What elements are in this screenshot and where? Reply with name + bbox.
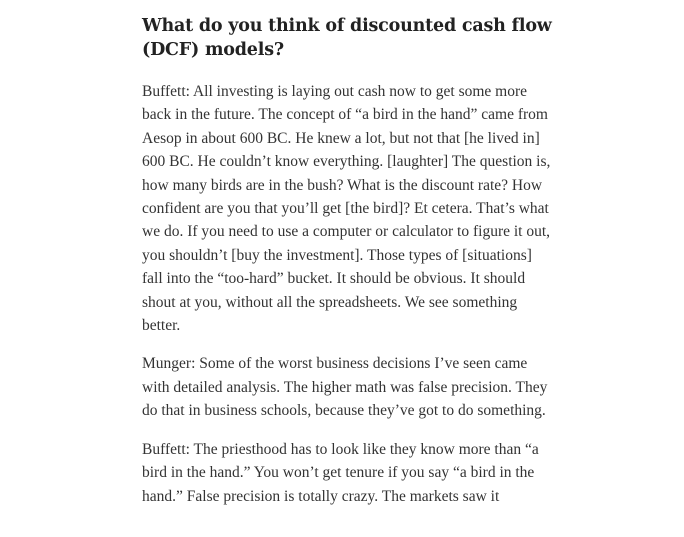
paragraph-munger: Munger: Some of the worst business decisions I’ve seen came with detailed analysis. The higher math was false precision. They do that in business schools, because they’ve got to do something. bbox=[142, 355, 548, 420]
paragraph-buffett-1: Buffett: All investing is laying out cash now to get some more back in the future. The concept of “a bird in the hand” came from Aesop in about 600 BC. He knew a lot, but not that [he lived in] 600 BC. He couldn’t know everything. [laughter] The question is, how many birds are in the bush? What is the discount rate? How confident are you that you’ll get [the bird]? Et cetera. That’s what we do. If you need to use a computer or calculator to figure it out, you shouldn’t [buy the investment]. Those types of [situations] fall into the “too-hard” bucket. It should be obvious. It should shout at you, without all the spreadsheets. We see something better. bbox=[142, 83, 551, 335]
article bbox=[142, 14, 552, 523]
paragraph-buffett-2: Buffett: The priesthood has to look like they know more than “a bird in the hand.” You won’t get tenure if you say “a bird in the hand.” False precision is totally crazy. The markets saw it bbox=[142, 440, 539, 505]
question-heading: What do you think of discounted cash flow (DCF) models? bbox=[142, 16, 552, 60]
